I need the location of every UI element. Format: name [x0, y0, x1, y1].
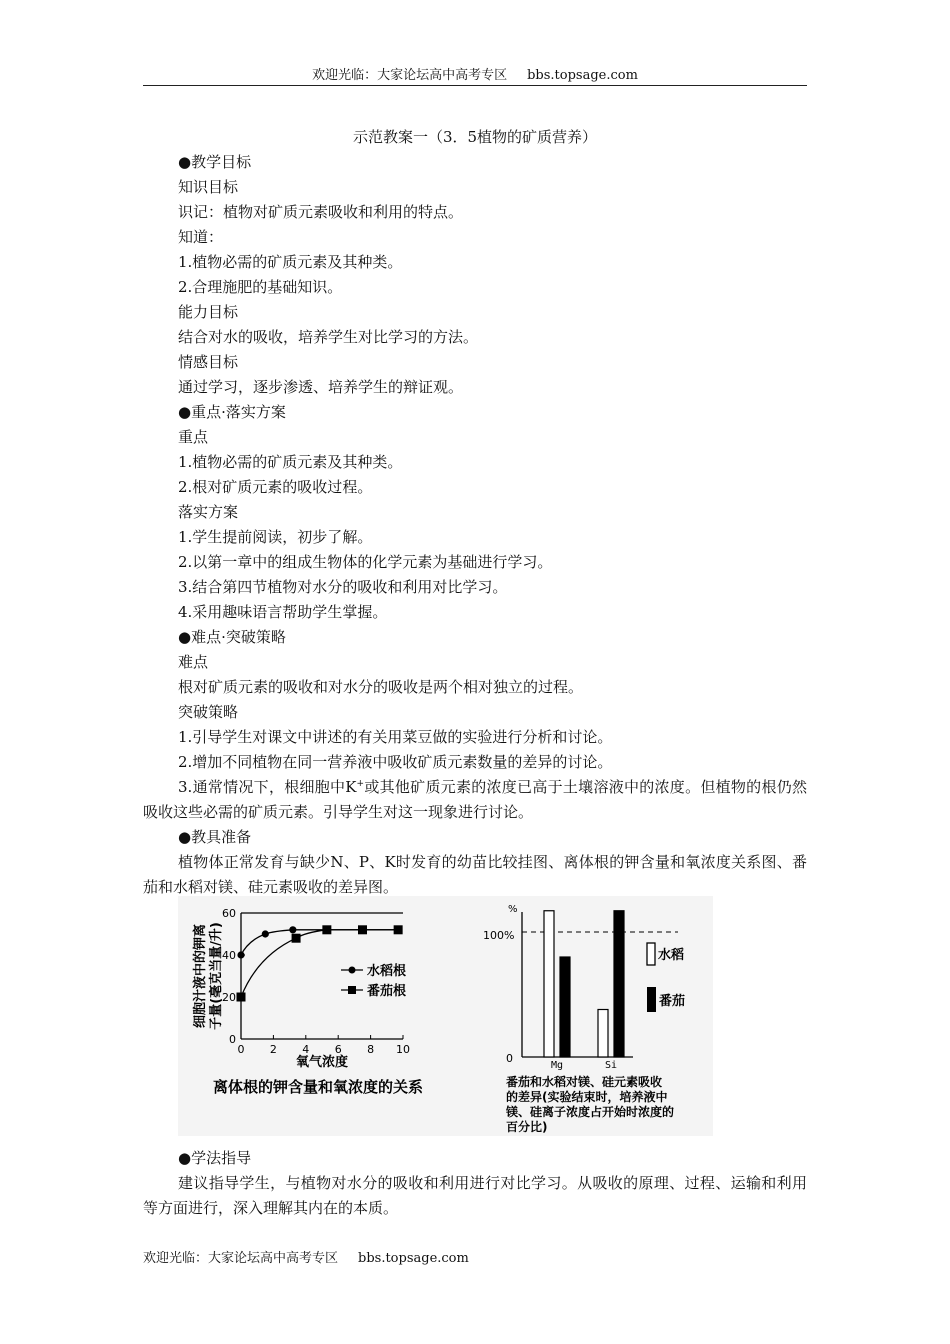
text-line: 1.学生提前阅读，初步了解。	[178, 528, 373, 546]
bars-group	[544, 911, 624, 1057]
header-url[interactable]: bbs.topsage.com	[527, 68, 638, 83]
text-line: 识记：植物对矿质元素吸收和利用的特点。	[178, 203, 464, 221]
right-caption-line1: 番茄和水稻对镁、硅元素吸收	[506, 1075, 663, 1089]
document-body	[143, 150, 807, 900]
data-point-tomato	[394, 925, 403, 934]
text-line: 1.植物必需的矿质元素及其种类。	[178, 253, 403, 271]
text-line: 4.采用趣味语言帮助学生掌握。	[178, 603, 388, 621]
y-tick-label: 0	[229, 1033, 236, 1046]
figure-svg	[178, 896, 713, 1136]
paragraph-potassium: 3.通常情况下，根细胞中K+或其他矿质元素的浓度已高于土壤溶液中的浓度。但植物的根仍然吸收这些必需的矿质元素。引导学生对这一现象进行讨论。	[143, 778, 807, 821]
bar-si-tomato	[614, 911, 624, 1057]
text-line: 2.根对矿质元素的吸收过程。	[178, 478, 373, 496]
text-line: 1.引导学生对课文中讲述的有关用菜豆做的实验进行分析和讨论。	[178, 728, 613, 746]
text-line: 知道：	[178, 228, 224, 246]
text-line: 根对矿质元素的吸收和对水分的吸收是两个相对独立的过程。	[178, 678, 584, 696]
svg-text:子量(毫克当量/升): 子量(毫克当量/升)	[209, 922, 224, 1030]
y-tick-label: 20	[222, 991, 236, 1004]
page-header	[143, 64, 807, 83]
footer-url[interactable]: bbs.topsage.com	[358, 1251, 469, 1266]
right-caption-line3: 镁、硅离子浓度占开始时浓度的	[506, 1105, 675, 1119]
legend-label-rice: 水稻根	[367, 964, 407, 979]
legend-swatch-tomato	[647, 987, 656, 1012]
x-tick-label: 6	[334, 1043, 342, 1056]
text-line: 通过学习，逐步渗透、培养学生的辩证观。	[178, 378, 464, 396]
bar-si-rice	[598, 1010, 608, 1058]
text-line: 知识目标	[178, 178, 239, 196]
text-line: 2.合理施肥的基础知识。	[178, 278, 343, 296]
y-axis-label	[192, 922, 224, 1030]
data-point-rice	[262, 930, 269, 937]
text-line: 情感目标	[178, 353, 239, 371]
data-point-tomato	[322, 925, 331, 934]
right-caption-line4: 百分比)	[506, 1120, 548, 1134]
figure-panel	[178, 896, 713, 1136]
text-line: 重点	[178, 428, 209, 446]
footer-site: 欢迎光临：大家论坛高中高考专区	[143, 1251, 339, 1266]
header-site: 欢迎光临：大家论坛高中高考专区	[312, 68, 508, 83]
document-body-lower	[143, 1146, 807, 1221]
potassium-chart	[192, 907, 423, 1096]
x-axis-label: 氧气浓度	[295, 1055, 349, 1070]
text-line: 2.以第一章中的组成生物体的化学元素为基础进行学习。	[178, 553, 553, 571]
x-tick-label: 2	[269, 1043, 277, 1056]
legend-label-tomato: 番茄根	[367, 984, 407, 999]
text-line: 结合对水的吸收，培养学生对比学习的方法。	[178, 328, 479, 346]
text-line: 难点	[178, 653, 209, 671]
bar-legend-rice: 水稻	[658, 948, 685, 963]
x-tick-label: 8	[367, 1043, 375, 1056]
heading-objectives: ●教学目标	[178, 153, 252, 171]
absorption-bar-chart	[483, 904, 685, 1134]
x-tick-label: 10	[396, 1043, 410, 1056]
text-line: 2.增加不同植物在同一营养液中吸收矿质元素数量的差异的讨论。	[178, 753, 613, 771]
data-point-tomato	[292, 934, 301, 943]
bar-y-unit: %	[508, 904, 518, 915]
paragraph-study-method: 建议指导学生，与植物对水分的吸收和利用进行对比学习。从吸收的原理、过程、运输和利用等方面进行，深入理解其内在的本质。	[143, 1174, 807, 1217]
left-chart-caption: 离体根的钾含量和氧浓度的关系	[212, 1078, 424, 1096]
legend-marker-tomato	[348, 986, 356, 994]
heading-teaching-aids: ●教具准备	[178, 828, 252, 846]
legend-marker-rice	[349, 967, 356, 974]
text-line: 落实方案	[178, 503, 239, 521]
page-title: 示范教案一（3．5植物的矿质营养）	[352, 128, 598, 146]
legend-swatch-rice	[647, 943, 655, 965]
x-tick-label: 0	[237, 1043, 245, 1056]
page-footer	[143, 1247, 469, 1266]
heading-key-points: ●重点·落实方案	[178, 403, 286, 421]
data-point-rice	[237, 951, 244, 958]
text-line: 1.植物必需的矿质元素及其种类。	[178, 453, 403, 471]
data-point-rice	[289, 926, 296, 933]
svg-text:细胞汁液中的钾离: 细胞汁液中的钾离	[193, 923, 208, 1029]
data-point-tomato	[237, 993, 246, 1002]
x-tick-label: 4	[302, 1043, 310, 1056]
category-labels	[551, 1060, 617, 1071]
header-divider	[143, 85, 807, 86]
y-tick-label: 40	[222, 949, 236, 962]
paragraph-teaching-aids: 植物体正常发育与缺少N、P、K时发育的幼苗比较挂图、离体根的钾含量和氧浓度关系图、番茄和水稻对镁、硅元素吸收的差异图。	[143, 853, 807, 896]
heading-difficulties: ●难点·突破策略	[178, 628, 286, 646]
text-line: 能力目标	[178, 303, 239, 321]
text-line: 3.结合第四节植物对水分的吸收和利用对比学习。	[178, 578, 508, 596]
text-line: 突破策略	[178, 703, 239, 721]
bar-mg-rice	[544, 911, 554, 1057]
right-caption-line2: 的差异(实验结束时，培养液中	[506, 1090, 668, 1104]
reference-label: 100%	[483, 929, 515, 942]
x-tick-group	[238, 1035, 411, 1056]
heading-study-method: ●学法指导	[178, 1149, 252, 1167]
category-label: Mg	[550, 1060, 564, 1071]
data-point-tomato	[358, 925, 367, 934]
bar-mg-tomato	[560, 957, 570, 1057]
y-tick-label: 60	[222, 907, 236, 920]
bar-y-zero: 0	[506, 1052, 513, 1065]
bar-legend-tomato: 番茄	[659, 994, 686, 1009]
category-label: Si	[604, 1060, 618, 1071]
